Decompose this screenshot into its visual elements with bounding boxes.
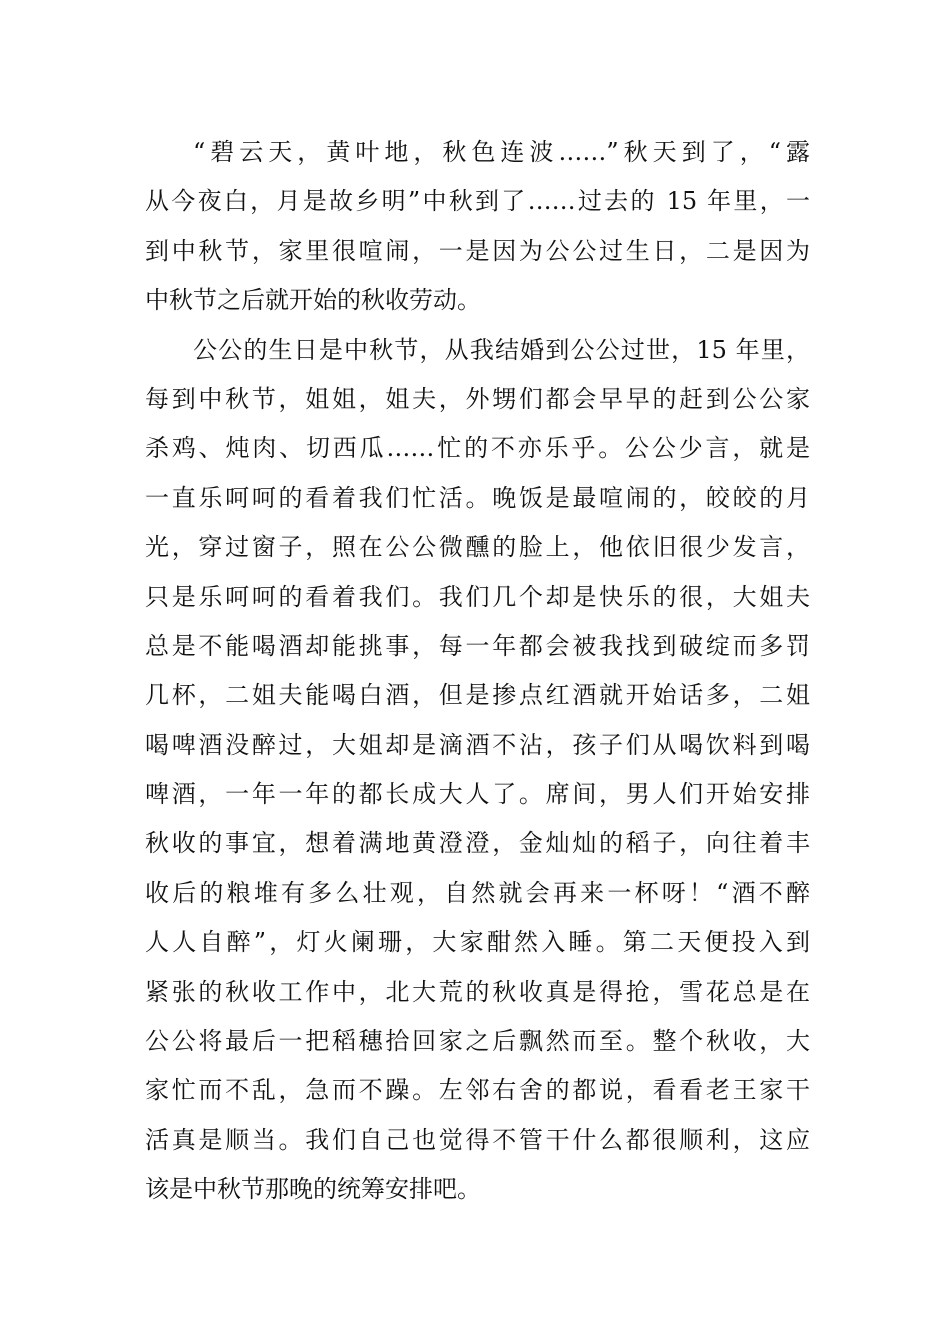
text-line: 秋收的事宜，想着满地黄澄澄，金灿灿的稻子，向往着丰 [145, 829, 810, 858]
text-line: 啤酒，一年一年的都长成大人了。席间，男人们开始安排 [145, 780, 810, 809]
document-page [145, 128, 810, 1215]
text-line: 总是不能喝酒却能挑事，每一年都会被我找到破绽而多罚 [145, 631, 810, 660]
text-line: “碧云天，黄叶地，秋色连波……”秋天到了，“露 [193, 138, 810, 166]
text-line: 只是乐呵呵的看着我们。我们几个却是快乐的很，大姐夫 [145, 582, 810, 611]
text-line: 公公的生日是中秋节，从我结婚到公公过世，15 年里， [193, 335, 810, 364]
paragraph-1 [145, 128, 810, 326]
text-line: 紧张的秋收工作中，北大荒的秋收真是得抢，雪花总是在 [145, 977, 810, 1006]
text-line: 该是中秋节那晚的统筹安排吧。 [145, 1175, 481, 1204]
text-line: 杀鸡、炖肉、切西瓜……忙的不亦乐乎。公公少言，就是 [145, 434, 810, 463]
text-line: 收后的粮堆有多么壮观，自然就会再来一杯呀！“酒不醉 [145, 878, 810, 907]
text-line: 公公将最后一把稻穗拾回家之后飘然而至。整个秋收，大 [145, 1027, 810, 1056]
text-line: 喝啤酒没醉过，大姐却是滴酒不沾，孩子们从喝饮料到喝 [145, 730, 810, 759]
paragraph-2 [145, 326, 810, 1215]
text-line: 中秋节之后就开始的秋收劳动。 [145, 286, 481, 315]
text-line: 每到中秋节，姐姐，姐夫，外甥们都会早早的赶到公公家 [145, 384, 810, 413]
text-line: 从今夜白，月是故乡明”中秋到了……过去的 15 年里，一 [145, 187, 810, 216]
text-line: 几杯，二姐夫能喝白酒，但是掺点红酒就开始话多，二姐 [145, 681, 810, 710]
text-line: 活真是顺当。我们自己也觉得不管干什么都很顺利，这应 [145, 1125, 810, 1154]
text-line: 到中秋节，家里很喧闹，一是因为公公过生日，二是因为 [145, 236, 810, 265]
text-line: 人人自醉”，灯火阑珊，大家酣然入睡。第二天便投入到 [145, 928, 810, 957]
text-line: 光，穿过窗子，照在公公微醺的脸上，他依旧很少发言， [145, 533, 810, 562]
text-line: 一直乐呵呵的看着我们忙活。晚饭是最喧闹的，皎皎的月 [145, 483, 810, 512]
text-line: 家忙而不乱，急而不躁。左邻右舍的都说，看看老王家干 [145, 1076, 810, 1105]
